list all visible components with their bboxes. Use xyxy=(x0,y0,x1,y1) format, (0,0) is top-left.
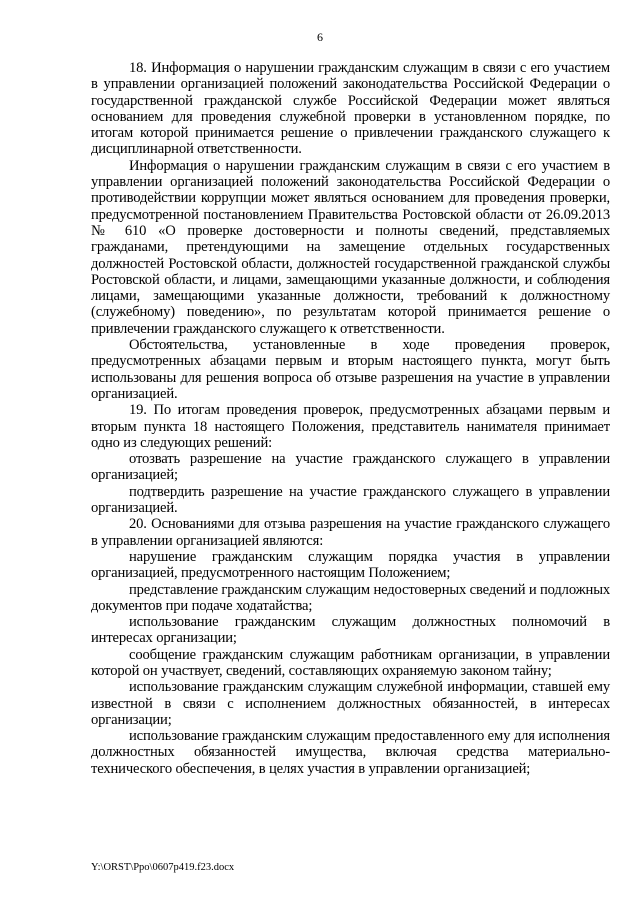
ground-secret-disclosure: сообщение гражданским служащим работникам организации, в управлении которой он участвует, сведений, составляющих охраняемую законом тайну; xyxy=(91,646,610,679)
footer-file-path: Y:\ORST\Ppo\0607p419.f23.docx xyxy=(91,862,235,873)
paragraph-18-circumstances: Обстоятельства, установленные в ходе проведения проверок, предусмотренных абзацами первым и вторым настоящего пункта, могут быть использованы для решения вопроса об отзыве разрешения на участие в управлении организацией. xyxy=(91,337,610,402)
document-body xyxy=(91,60,610,777)
paragraph-18-anticorruption: Информация о нарушении гражданским служащим в связи с его участием в управлении организацией положений законодательства Российской Федерации о противодействии коррупции может являться основанием для проведения проверки, предусмотренной постановлением Правительства Ростовской области от 26.09.2013 № 610 «О проверке достоверности и полноты сведений, представляемых гражданами, претендующими на замещение отдельных государственных должностей Ростовской области, должностей государственной гражданской службы Ростовской области, и лицами, замещающими указанные должности, и соблюдения лицами, замещающими указанные должности, требований к должностному (служебному) поведению», по результатам которой принимается решение о привлечении гражданского служащего к ответственности. xyxy=(91,157,610,337)
decision-confirm: подтвердить разрешение на участие гражданского служащего в управлении организацией. xyxy=(91,483,610,517)
paragraph-19: 19. По итогам проведения проверок, предусмотренных абзацами первым и вторым пункта 18 настоящего Положения, представитель нанимателя принимает одно из следующих решений: xyxy=(91,402,610,451)
ground-false-documents: представление гражданским служащим недостоверных сведений и подложных документов при подаче ходатайства; xyxy=(91,581,610,614)
ground-powers-misuse: использование гражданским служащим должностных полномочий в интересах организации; xyxy=(91,614,610,647)
ground-procedure-violation: нарушение гражданским служащим порядка участия в управлении организацией, предусмотренного настоящим Положением; xyxy=(91,548,610,582)
ground-property-misuse: использование гражданским служащим предоставленного ему для исполнения должностных обязанностей имущества, включая средства материально-технического обеспечения, в целях участия в управлении организацией; xyxy=(91,728,610,777)
paragraph-18: 18. Информация о нарушении гражданским служащим в связи с его участием в управлении организацией положений законодательства Российской Федерации о государственной гражданской службе Российской Федерации может являться основанием для проведения служебной проверки в установленном порядке, по итогам которой принимается решение о привлечении гражданского служащего к дисциплинарной ответственности. xyxy=(91,60,610,158)
decision-revoke: отозвать разрешение на участие гражданского служащего в управлении организацией; xyxy=(91,451,610,484)
paragraph-20: 20. Основаниями для отзыва разрешения на участие гражданского служащего в управлении организацией являются: xyxy=(91,516,610,549)
ground-info-misuse: использование гражданским служащим служебной информации, ставшей ему известной в связи с исполнением должностных обязанностей, в интересах организации; xyxy=(91,679,610,728)
page-number: 6 xyxy=(317,30,323,44)
